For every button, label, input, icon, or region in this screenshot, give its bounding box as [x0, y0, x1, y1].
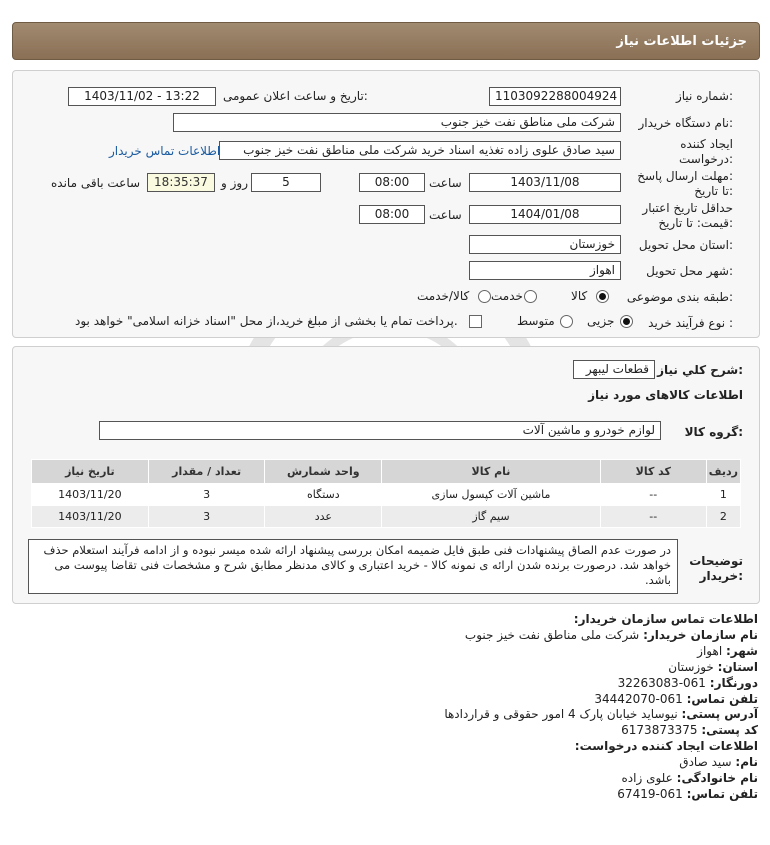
creator-family-label: نام خانوادگی:: [676, 771, 758, 786]
goods-info-title: اطلاعات کالاهای مورد نیاز: [588, 388, 743, 402]
contact-province: خوزستان: [668, 659, 714, 674]
treasury-payment-note: پرداخت تمام یا بخشی از مبلغ خرید،از محل "اسناد خزانه اسلامی" خواهد بود.: [75, 314, 458, 328]
goods-group-label: گروه کالا:: [684, 425, 743, 439]
item-quantity-cell: 3: [148, 484, 265, 506]
contact-title: اطلاعات تماس سازمان خریدار:: [573, 612, 758, 626]
creator-field: سید صادق علوی زاده تغذیه اسناد خرید شرکت ملی مناطق نفت خیز جنوب: [219, 141, 621, 160]
category-label: طبقه بندی موضوعی:: [626, 290, 733, 304]
process-option-medium: متوسط: [517, 314, 555, 328]
need-info-panel: [12, 70, 760, 338]
deadline-date-field: 1403/11/08: [469, 173, 621, 192]
creator-info-title: اطلاعات ایجاد کننده درخواست:: [574, 739, 758, 754]
deadline-time-label: ساعت: [429, 176, 462, 190]
contact-fax-label: دورنگار:: [709, 675, 758, 690]
announce-label: تاریخ و ساعت اعلان عمومی:: [223, 89, 368, 103]
col-date-header: تاریخ نیاز: [32, 460, 149, 484]
item-date-cell: 1403/11/20: [32, 506, 149, 528]
item-date-cell: 1403/11/20: [32, 484, 149, 506]
need-number-field: 1103092288004924: [489, 87, 621, 106]
contact-address-label: آدرس پستی:: [681, 707, 758, 722]
item-unit-cell: عدد: [265, 506, 382, 528]
page-title: جزئیات اطلاعات نیاز: [616, 34, 747, 49]
buyer-org-label: نام دستگاه خریدار:: [638, 116, 733, 130]
notes-label-line2: خریدار:: [699, 569, 743, 583]
contact-address: نیوساید خیابان پارک 4 امور حقوقی و قراردادها: [444, 707, 678, 722]
remaining-time-field: 18:35:37: [147, 173, 215, 192]
creator-name-label: نام:: [735, 755, 758, 770]
buyer-contact-link[interactable]: اطلاعات تماس خریدار: [109, 144, 221, 158]
process-label: نوع فرآیند خرید :: [648, 316, 733, 330]
col-name-header: نام کالا: [382, 460, 601, 484]
deadline-label-line2: تا تاریخ:: [694, 184, 733, 198]
contact-postal: 6173873375: [621, 723, 698, 738]
col-quantity-header: تعداد / مقدار: [148, 460, 265, 484]
item-name-cell: سیم گاز: [382, 506, 601, 528]
contact-city-label: شهر:: [726, 643, 758, 658]
buyer-notes-field: در صورت عدم الصاق پیشنهادات فنی طبق فایل ضمیمه امکان بررسی پیشنهاد ارائه شده میسر نبوده و از ادامه فرآیند استعلام حذف خواهد شد. درصورت برنده شدن ارائه ی نمونه کالا - خرید اعتباری و کالای مدنظر مطابق شرح و مشخصات فنی تقاضا پیوست می باشد.: [28, 539, 678, 594]
notes-label-line1: توضیحات: [689, 554, 743, 568]
table-row: [32, 506, 741, 528]
item-name-cell: ماشین آلات کپسول سازی: [382, 484, 601, 506]
contact-org: شرکت ملی مناطق نفت خیز جنوب: [464, 627, 640, 642]
deadline-time-field: 08:00: [359, 173, 425, 192]
validity-label-line2: قیمت: تا تاریخ:: [658, 216, 733, 230]
validity-time-field: 08:00: [359, 205, 425, 224]
goods-group-field: لوازم خودرو و ماشین آلات: [99, 421, 661, 440]
goods-table-header: [32, 460, 741, 484]
col-code-header: کد کالا: [600, 460, 706, 484]
process-radio-minor[interactable]: [620, 315, 633, 328]
treasury-payment-checkbox[interactable]: [469, 315, 482, 328]
province-label: استان محل تحویل:: [638, 238, 733, 252]
days-remaining-field: 5: [251, 173, 321, 192]
need-details-panel: [12, 346, 760, 604]
category-radio-goods-service[interactable]: [478, 290, 491, 303]
item-code-cell: --: [600, 484, 706, 506]
creator-phone-label: تلفن تماس:: [686, 786, 758, 801]
province-field: خوزستان: [469, 235, 621, 254]
contact-fax: 061-32263083: [617, 675, 706, 690]
category-radio-goods[interactable]: [596, 290, 609, 303]
announce-date-field: 1403/11/02 - 13:22: [68, 87, 216, 106]
contact-province-label: استان:: [717, 659, 758, 674]
category-option-goods: کالا: [571, 289, 588, 303]
table-row: [32, 484, 741, 506]
category-option-goods-service: کالا/خدمت: [417, 289, 470, 303]
row-number-cell: 2: [706, 506, 740, 528]
contact-phone-label: تلفن تماس:: [686, 691, 758, 706]
category-radio-service[interactable]: [524, 290, 537, 303]
process-radio-medium[interactable]: [560, 315, 573, 328]
goods-table: [31, 459, 741, 528]
need-number-label: شماره نیاز:: [675, 89, 733, 103]
validity-date-field: 1404/01/08: [469, 205, 621, 224]
col-unit-header: واحد شمارش: [265, 460, 382, 484]
category-option-service: خدمت: [491, 289, 523, 303]
validity-label-line1: حداقل تاریخ اعتبار: [642, 201, 733, 215]
contact-phone: 061-34442070: [594, 691, 683, 706]
creator-phone: 061-67419: [617, 786, 683, 801]
creator-label-line1: ایجاد کننده: [680, 137, 733, 151]
item-unit-cell: دستگاه: [265, 484, 382, 506]
col-row-header: ردیف: [706, 460, 740, 484]
summary-field: قطعات لیبهر: [573, 360, 655, 379]
creator-label-line2: درخواست:: [679, 152, 733, 166]
item-quantity-cell: 3: [148, 506, 265, 528]
remaining-time-label: ساعت باقی مانده: [51, 176, 141, 190]
deadline-label-line1: مهلت ارسال پاسخ:: [637, 169, 733, 183]
days-label: روز و: [221, 176, 248, 190]
item-code-cell: --: [600, 506, 706, 528]
creator-name: سید صادق: [679, 755, 732, 770]
page-header: [12, 22, 760, 60]
row-number-cell: 1: [706, 484, 740, 506]
contact-org-label: نام سازمان خریدار:: [643, 627, 758, 642]
buyer-org-field: شرکت ملی مناطق نفت خیز جنوب: [173, 113, 621, 132]
summary-label: شرح کلي نياز:: [657, 363, 743, 377]
contact-postal-label: کد پستی:: [701, 723, 758, 738]
validity-time-label: ساعت: [429, 208, 462, 222]
city-field: اهواز: [469, 261, 621, 280]
process-option-minor: جزیی: [587, 314, 615, 328]
city-label: شهر محل تحویل:: [646, 264, 733, 278]
creator-family: علوی زاده: [621, 771, 673, 786]
contact-section: [18, 612, 758, 803]
contact-city: اهواز: [697, 643, 723, 658]
